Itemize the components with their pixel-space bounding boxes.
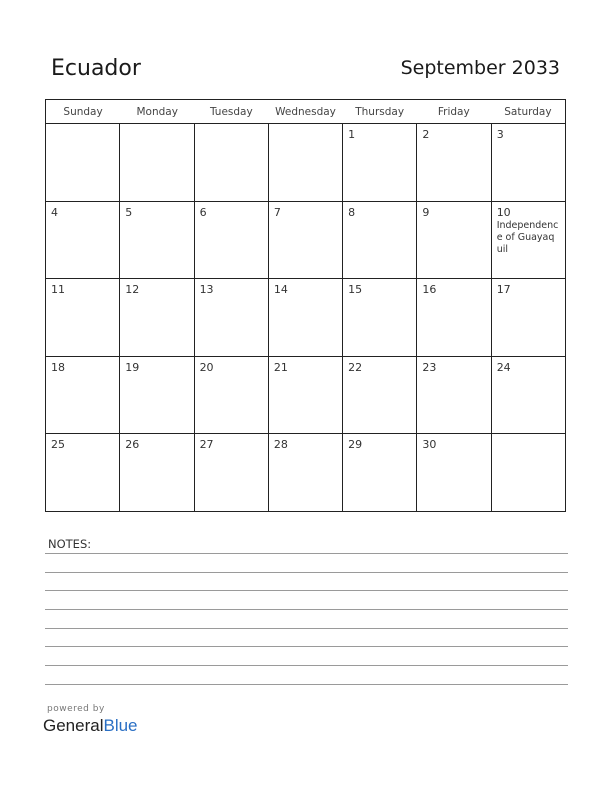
week-row [46, 357, 565, 435]
day-cell [46, 434, 120, 512]
day-number: 16 [422, 283, 437, 297]
day-cell [269, 124, 343, 201]
weekday-sunday: Sunday [63, 106, 103, 118]
weekday-friday: Friday [437, 106, 470, 118]
day-number: 1 [348, 128, 356, 141]
day-cell [417, 357, 491, 434]
day-cell [417, 202, 491, 279]
day-number: 6 [199, 205, 207, 219]
day-cell [492, 357, 565, 434]
day-number: 5 [125, 205, 133, 219]
day-cell [269, 357, 343, 434]
day-number: 7 [273, 205, 281, 219]
day-number: 19 [125, 360, 140, 374]
day-cell [120, 124, 194, 201]
note-line [45, 553, 568, 554]
day-cell [195, 202, 269, 279]
day-number: 17 [496, 283, 511, 297]
brand-general: General [43, 716, 104, 735]
day-number: 14 [273, 283, 288, 297]
day-cell [492, 434, 565, 512]
generalblue-logo[interactable] [43, 716, 138, 736]
day-cell [46, 124, 120, 201]
day-cell [417, 434, 491, 512]
day-cell [120, 279, 194, 356]
week-row [46, 279, 565, 357]
day-number: 20 [199, 360, 214, 374]
brand-blue: Blue [103, 716, 138, 735]
weekday-wednesday: Wednesday [275, 106, 336, 118]
day-cell [120, 434, 194, 512]
calendar-grid [45, 99, 566, 512]
note-line [45, 665, 568, 666]
day-cell [417, 124, 491, 201]
day-number: 8 [348, 205, 356, 219]
day-number: 18 [51, 360, 65, 374]
day-number: 9 [422, 205, 430, 219]
day-cell [269, 202, 343, 279]
note-line [45, 572, 568, 573]
day-cell [195, 124, 269, 201]
country-title: Ecuador [51, 56, 141, 81]
day-cell [269, 279, 343, 356]
day-number: 22 [348, 360, 363, 374]
day-cell [195, 279, 269, 356]
day-cell [343, 202, 417, 279]
day-cell [343, 279, 417, 356]
day-number: 24 [496, 360, 511, 374]
day-number: 25 [51, 438, 65, 452]
day-number: 11 [51, 283, 65, 297]
note-line [45, 590, 568, 591]
note-line [45, 684, 568, 685]
day-cell [492, 124, 565, 201]
day-number: 10 [496, 205, 511, 219]
day-number: 30 [422, 438, 437, 452]
weeks-container [46, 124, 565, 512]
day-number: 15 [348, 283, 363, 297]
month-year-title: September 2033 [400, 57, 560, 79]
day-cell [46, 357, 120, 434]
day-cell [46, 279, 120, 356]
day-cell [195, 434, 269, 512]
note-line [45, 646, 568, 647]
day-cell [417, 279, 491, 356]
weekday-thursday: Thursday [355, 106, 405, 118]
weekday-header-row [46, 100, 565, 124]
day-cell [343, 434, 417, 512]
day-cell [195, 357, 269, 434]
day-cell [343, 124, 417, 201]
day-cell [120, 202, 194, 279]
day-number: 2 [422, 128, 430, 141]
week-row [46, 124, 565, 202]
day-number: 23 [422, 360, 437, 374]
day-number: 29 [348, 438, 363, 452]
powered-by-text: powered by [47, 704, 105, 714]
day-number: 4 [51, 205, 58, 219]
day-cell [269, 434, 343, 512]
note-line [45, 609, 568, 610]
weekday-saturday: Saturday [504, 106, 552, 118]
week-row [46, 202, 565, 280]
day-cell [343, 357, 417, 434]
day-cell [120, 357, 194, 434]
day-number: 21 [273, 360, 288, 374]
day-number: 26 [125, 438, 140, 452]
day-number: 13 [199, 283, 214, 297]
day-number: 3 [496, 128, 504, 141]
note-line [45, 628, 568, 629]
day-number: 27 [199, 438, 214, 452]
day-cell [46, 202, 120, 279]
day-number: 12 [125, 283, 140, 297]
week-row [46, 434, 565, 512]
day-number: 28 [273, 438, 288, 452]
weekday-monday: Monday [136, 106, 178, 118]
day-cell [492, 279, 565, 356]
holiday-event: Independence of Guayaquil [496, 219, 559, 255]
notes-label: NOTES: [48, 537, 92, 551]
weekday-tuesday: Tuesday [209, 106, 253, 118]
day-cell [492, 202, 565, 279]
